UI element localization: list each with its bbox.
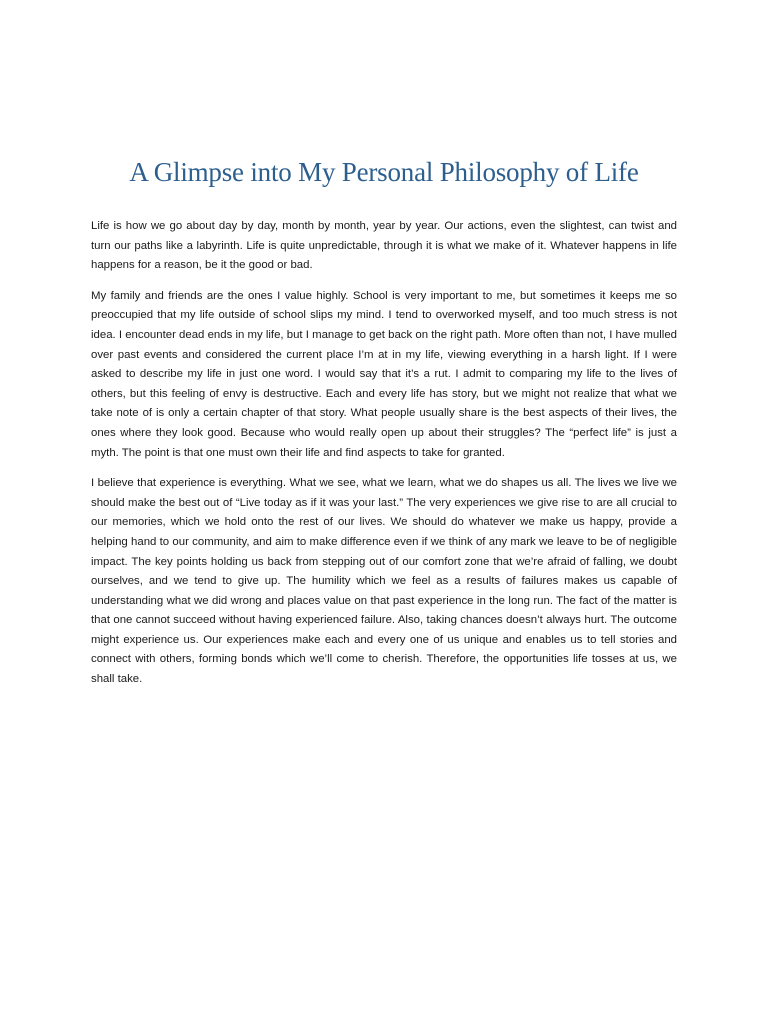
document-title: A Glimpse into My Personal Philosophy of Life (129, 157, 639, 187)
document-body (91, 217, 677, 701)
paragraph-1: Life is how we go about day by day, month by month, year by year. Our actions, even the slightest, can twist and turn our paths like a labyrinth. Life is quite unpredictable, through it is what we make of it. Whatever happens in life happens for a reason, be it the good or bad. (91, 220, 677, 272)
paragraph-3: I believe that experience is everything. What we see, what we learn, what we do shapes us all. The lives we live we should make the best out of “Live today as if it was your last.” The very experiences we give rise to are all crucial to our memories, which we hold onto the rest of our lives. We should do whatever we make us happy, provide a helping hand to our community, and aim to make difference even if we think of any mark we leave to be of negligible impact. The key points holding us back from stepping out of our comfort zone that we’re afraid of falling, we doubt ourselves, and we tend to give up. The humility which we feel as a results of failures makes us capable of understanding what we did wrong and places value on that past experience in the long run. The fact of the matter is that one cannot succeed without having experienced failure. Also, taking chances doesn’t always hurt. The outcome might experience us. Our experiences make each and every one of us unique and enables us to tell stories and connect with others, forming bonds which we’ll come to cherish. Therefore, the opportunities life tosses at us, we shall take. (91, 477, 677, 686)
paragraph-2: My family and friends are the ones I value highly. School is very important to me, but sometimes it keeps me so preoccupied that my life outside of school slips my mind. I tend to overworked myself, and too much stress is not idea. I encounter dead ends in my life, but I manage to get back on the right path. More often than not, I have mulled over past events and considered the current place I’m at in my life, viewing everything in a harsh light. If I were asked to describe my life in just one word. I would say that it’s a rut. I admit to comparing my life to the lives of others, but this feeling of envy is destructive. Each and every life has story, but we might not realize that what we take note of is only a certain chapter of that story. What people usually share is the best aspects of their lives, the ones where they look good. Because who would really open up about their struggles? The “perfect life” is just a myth. The point is that one must own their life and find aspects to take for granted. (91, 289, 677, 459)
